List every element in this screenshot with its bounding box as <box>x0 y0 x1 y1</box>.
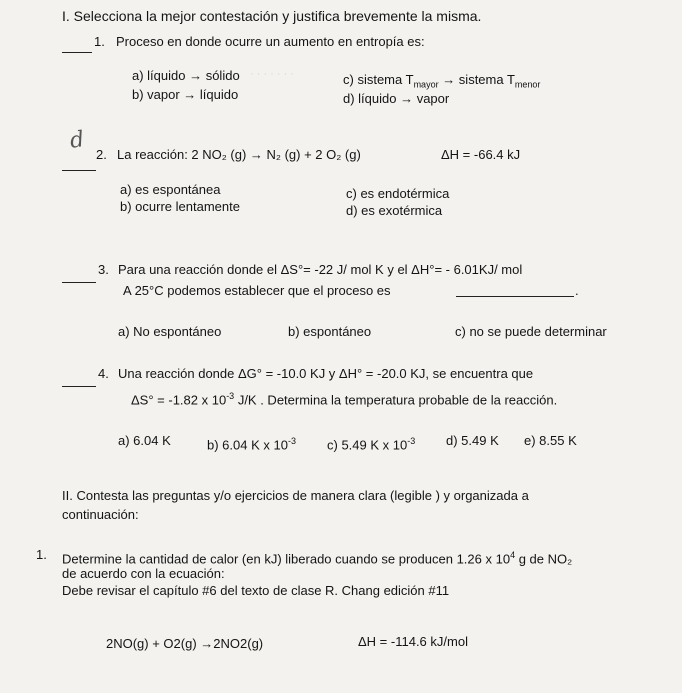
p1-enthalpy: ΔH = -114.6 kJ/mol <box>358 634 468 649</box>
q4-line-2-pre: ΔS° = -1.82 x 10 <box>131 392 227 408</box>
q1-option-c-sub-mayor: mayor <box>413 79 439 90</box>
section-1-heading: I. Selecciona la mejor contestación y justifica brevemente la misma. <box>62 8 482 24</box>
section-2-heading-line-1: II. Contesta las preguntas y/o ejercicios de manera clara (legible ) y organizada a <box>62 488 529 503</box>
q3-option-b: b) espontáneo <box>288 324 372 339</box>
bleed-through: · · · · · · · <box>250 68 294 80</box>
answer-blank-q1[interactable] <box>62 40 92 53</box>
q1-prompt: Proceso en donde ocurre un aumento en entropía es: <box>116 34 425 49</box>
q3-option-c: c) no se puede determinar <box>455 324 607 339</box>
p1-line-1-pre: Determine la cantidad de calor (en kJ) liberado cuando se producen 1.26 x 10 <box>62 551 511 567</box>
q4-number: 4. <box>98 366 109 381</box>
q1-option-d: d) líquido → vapor <box>343 91 450 106</box>
q4-option-c-exp: -3 <box>407 436 416 446</box>
handwritten-answer-q2: d <box>68 127 86 154</box>
q2-option-d: d) es exotérmica <box>346 203 443 218</box>
p1-line-1-post: g de NO₂ <box>515 551 573 567</box>
q1-option-b: b) vapor → líquido <box>132 87 239 102</box>
q4-option-d: d) 5.49 K <box>446 433 499 448</box>
answer-blank-q2[interactable] <box>62 158 96 171</box>
answer-blank-q3-inline[interactable] <box>456 284 574 297</box>
q1-option-a: a) líquido → sólido <box>132 68 240 83</box>
q4-option-e: e) 8.55 K <box>524 433 577 448</box>
q2-option-a: a) es espontánea <box>120 182 221 197</box>
q4-line-2-exp: -3 <box>226 391 235 401</box>
q2-option-b: b) ocurre lentamente <box>120 199 240 214</box>
q1-option-c <box>343 72 540 93</box>
q1-option-c-sub-menor: menor <box>514 79 541 90</box>
q2-option-c: c) es endotérmica <box>346 186 450 201</box>
answer-blank-q3[interactable] <box>62 270 96 283</box>
section-2-heading-line-2: continuación: <box>62 507 139 522</box>
q3-line-2: A 25°C podemos establecer que el proceso es <box>123 283 391 298</box>
q3-line-1: Para una reacción donde el ΔS°= -22 J/ mol K y el ΔH°= - 6.01KJ/ mol <box>118 262 523 277</box>
q1-option-c-mid: → sistema T <box>438 72 515 87</box>
q3-option-a: a) No espontáneo <box>118 324 222 339</box>
q4-line-2 <box>131 388 557 408</box>
q3-line-2-end: . <box>575 283 579 298</box>
q4-option-b-pre: b) 6.04 K x 10 <box>207 437 288 453</box>
p1-line-1 <box>62 547 572 567</box>
p1-equation: 2NO(g) + O2(g) →2NO2(g) <box>106 636 264 651</box>
p1-line-1-exp: 4 <box>510 550 516 560</box>
p1-number: 1. <box>36 547 47 562</box>
q4-option-b-exp: -3 <box>287 436 296 446</box>
q4-option-b <box>207 433 296 453</box>
q1-option-c-prefix: c) sistema T <box>343 72 414 87</box>
q2-prompt: La reacción: 2 NO₂ (g) → N₂ (g) + 2 O₂ (g) <box>117 147 361 162</box>
q2-enthalpy: ΔH = -66.4 kJ <box>441 147 521 162</box>
q4-option-a: a) 6.04 K <box>118 433 171 448</box>
answer-blank-q4[interactable] <box>62 374 96 387</box>
q4-line-1: Una reacción donde ΔG° = -10.0 KJ y ΔH° = -20.0 KJ, se encuentra que <box>118 366 534 381</box>
q1-number: 1. <box>94 34 105 49</box>
q4-option-c-pre: c) 5.49 K x 10 <box>327 437 408 453</box>
q3-number: 3. <box>98 262 109 277</box>
q4-line-2-post: J/K . Determina la temperatura probable de la reacción. <box>234 392 558 408</box>
p1-line-2: de acuerdo con la ecuación: <box>62 566 225 581</box>
q2-number: 2. <box>96 147 107 162</box>
p1-line-3: Debe revisar el capítulo #6 del texto de clase R. Chang edición #11 <box>62 583 450 598</box>
q4-option-c <box>327 433 415 453</box>
